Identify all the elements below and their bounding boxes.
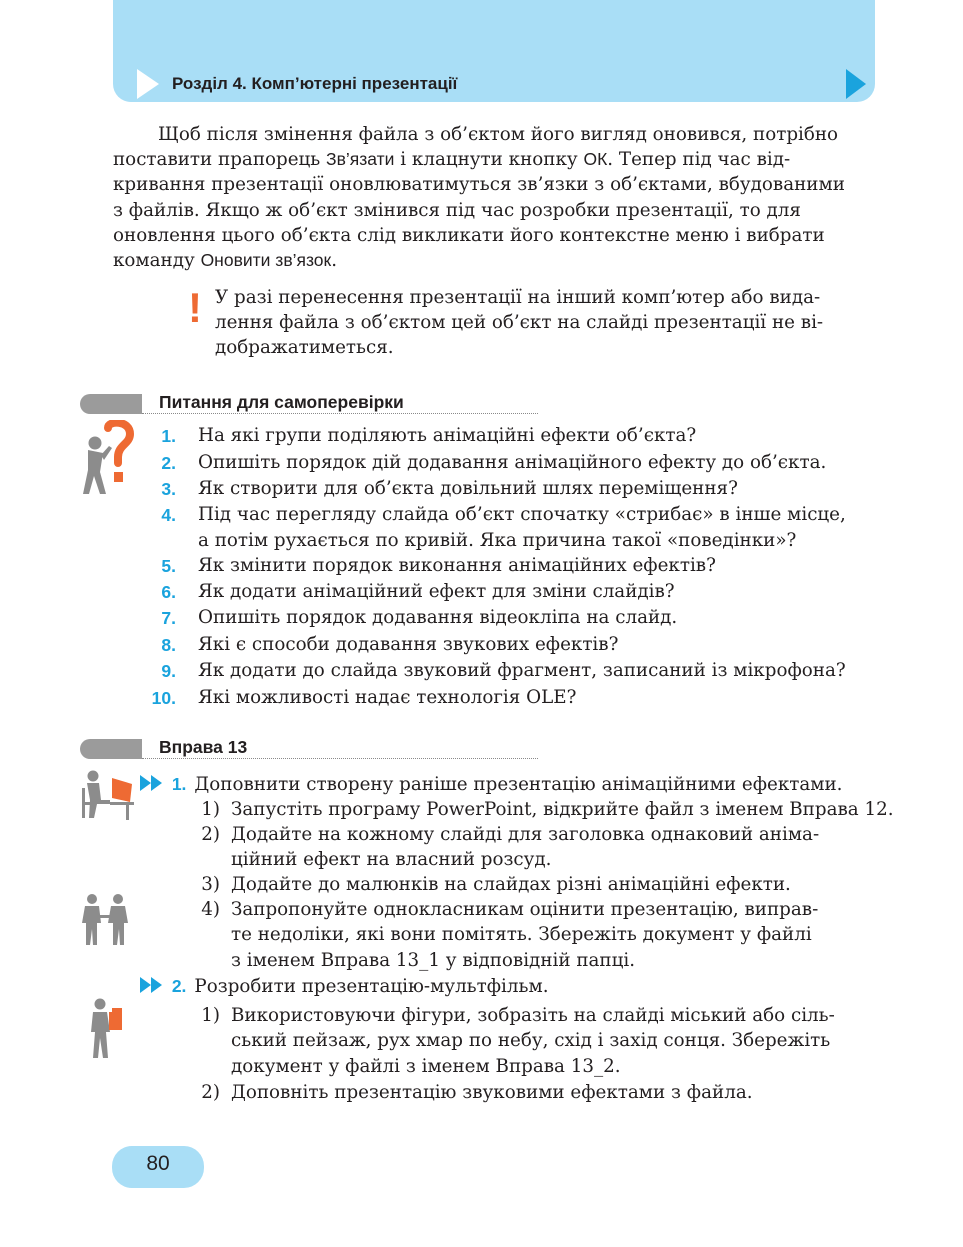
intro-line: кривання презентації оновлюватимуться зв’язки з об’єктами, вбудованими: [113, 174, 845, 196]
self-check-title: Питання для самоперевірки: [159, 392, 404, 412]
warning-note: [215, 285, 872, 361]
intro-line: оновлення цього об’єкта слід викликати його контекстне меню і вибрати: [113, 224, 825, 246]
intro-paragraph: [113, 122, 873, 273]
two-people-icon: [78, 893, 134, 947]
page-number: 80: [146, 1152, 170, 1175]
exercise-task-2: 2. Розробити презентацію-мультфільм.: [140, 973, 549, 1000]
task-double-arrow-icon: [140, 775, 166, 791]
intro-line: Щоб після змінення файла з об’єктом його вигляд оновився, потрібно: [158, 124, 839, 145]
exercise-task-1: 1. Доповнити створену раніше презентацію анімаційними ефектами.: [140, 771, 842, 798]
exercise-divider: [142, 758, 538, 759]
warning-line: У разі перенесення презентації на інший комп’ютер або вида-: [215, 287, 821, 308]
warning-exclamation-icon: !: [188, 284, 202, 331]
intro-line: з файлів. Якщо ж об’єкт змінився під час розробки презентації, то для: [113, 199, 801, 221]
intro-line: команду Оновити зв’язок.: [113, 250, 338, 272]
header-right-arrow-icon: [846, 69, 866, 99]
exercise-title: Вправа 13: [159, 737, 248, 757]
update-link-command: Оновити зв’язок: [200, 250, 332, 271]
warning-line: лення файла з об’єктом цей об’єкт на слайді презентації не ві-: [215, 312, 824, 334]
thinking-person-question-icon: [78, 420, 136, 498]
person-with-file-icon: [88, 998, 128, 1060]
exercise-section-bar: [80, 739, 142, 759]
self-check-section-bar: [80, 394, 142, 414]
task-double-arrow-icon: [140, 977, 166, 993]
person-at-computer-icon: [80, 768, 136, 822]
link-checkbox-label: Зв’язати: [326, 149, 395, 170]
chapter-title: Розділ 4. Комп’ютерні презентації: [172, 74, 458, 93]
ok-button-label: ОК: [583, 149, 608, 170]
self-check-divider: [142, 413, 538, 414]
header-left-arrow-icon: [137, 69, 159, 99]
intro-line: поставити прапорець Зв’язати і клацнути кнопку ОК. Тепер під час від-: [113, 149, 791, 171]
warning-line: дображатиметься.: [215, 337, 394, 359]
